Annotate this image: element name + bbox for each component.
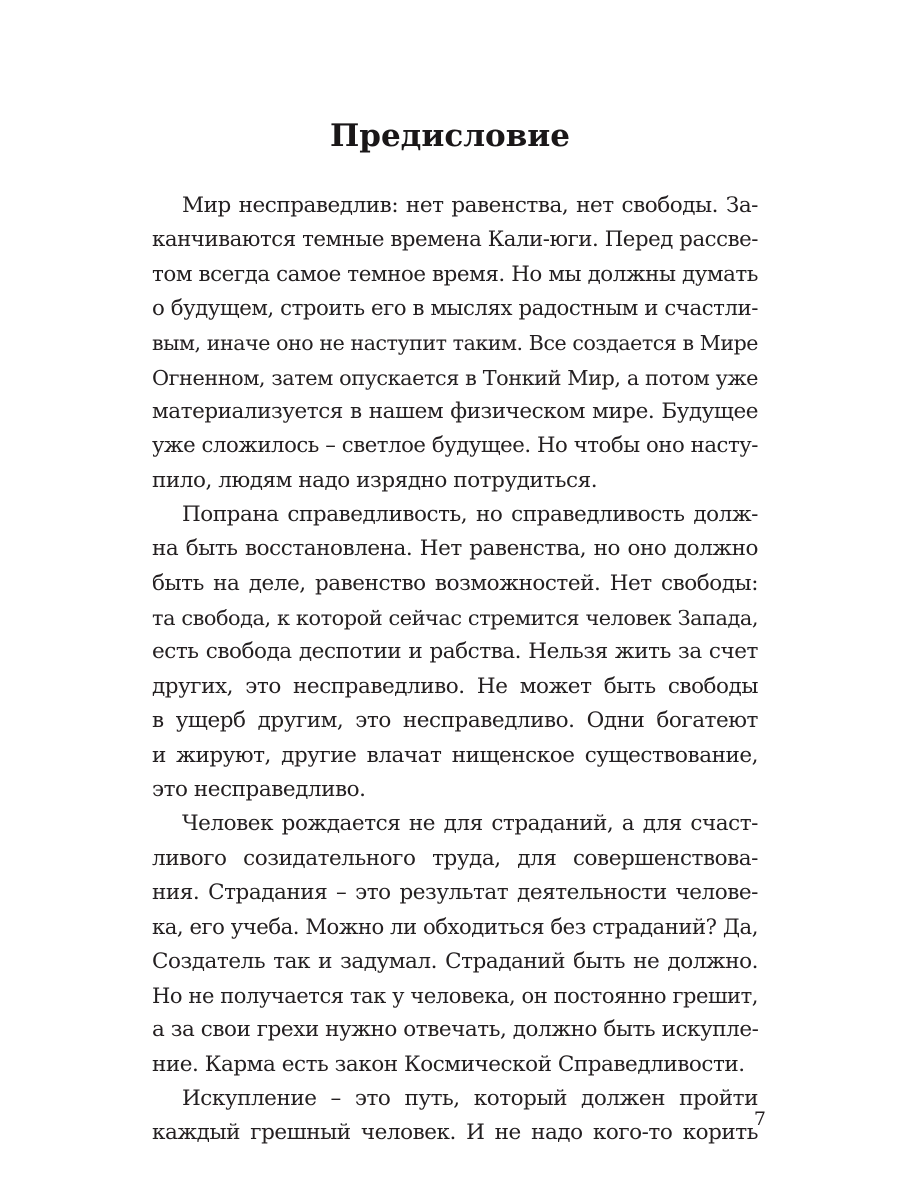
text-line: Создатель так и задумал. Страданий быть не должно. [152, 948, 758, 974]
text-line: ка, его учеба. Можно ли обходиться без страданий? Да, [152, 914, 758, 940]
text-line: Искупление – это путь, который должен пройти [182, 1085, 758, 1111]
paragraph-3 [152, 807, 758, 1082]
text-line: ливого созидательного труда, для совершенствова- [152, 845, 758, 871]
text-line: на быть восстановлена. Нет равенства, но оно должно [152, 536, 758, 562]
chapter-title: Предисловие [330, 118, 570, 154]
text-line: канчиваются темные времена Кали-юги. Перед рассве- [152, 227, 758, 253]
paragraph-2 [152, 498, 758, 807]
text-line: это несправедливо. [152, 776, 366, 802]
text-line: и жируют, другие влачат нищенское существование, [152, 742, 758, 768]
paragraph-1 [152, 189, 758, 498]
text-line: материализуется в нашем физическом мире. Будущее [152, 399, 758, 425]
paragraph-4 [152, 1082, 758, 1151]
text-line: Попрана справедливость, но справедливость долж- [182, 502, 758, 528]
text-line: ния. Страдания – это результат деятельности челове- [152, 879, 758, 905]
text-line: вым, иначе оно не наступит таким. Все создается в Мире [152, 331, 758, 356]
text-line: а за свои грехи нужно отвечать, должно быть искупле- [152, 1017, 759, 1043]
text-line: о будущем, строить его в мыслях радостным и счастли- [152, 296, 758, 322]
text-line: та свобода, к которой сейчас стремится человек Запада, [152, 606, 758, 631]
text-line: Но не получается так у человека, он постоянно грешит, [152, 982, 758, 1008]
text-line: Огненном, затем опускается в Тонкий Мир, а потом уже [152, 365, 758, 390]
text-line: есть свобода деспотии и рабства. Нельзя жить за счет [152, 639, 758, 665]
text-line: Мир несправедлив: нет равенства, нет свободы. За- [182, 193, 758, 218]
text-line: пило, людям надо изрядно потрудиться. [152, 467, 598, 493]
body-text [152, 189, 758, 1151]
text-line: каждый грешный человек. И не надо кого-то корить [152, 1120, 758, 1146]
page-number: 7 [753, 1108, 766, 1130]
text-line: ние. Карма есть закон Космической Справедливости. [152, 1051, 745, 1077]
text-line: том всегда самое темное время. Но мы должны думать [152, 261, 758, 287]
text-line: Человек рождается не для страданий, а для счаст- [182, 811, 758, 837]
text-line: в ущерб другим, это несправедливо. Одни богатеют [152, 708, 758, 734]
text-line: уже сложилось – светлое будущее. Но чтобы оно насту- [152, 433, 758, 459]
text-line: быть на деле, равенство возможностей. Нет свободы: [152, 570, 758, 596]
text-line: других, это несправедливо. Не может быть свободы [152, 673, 758, 699]
